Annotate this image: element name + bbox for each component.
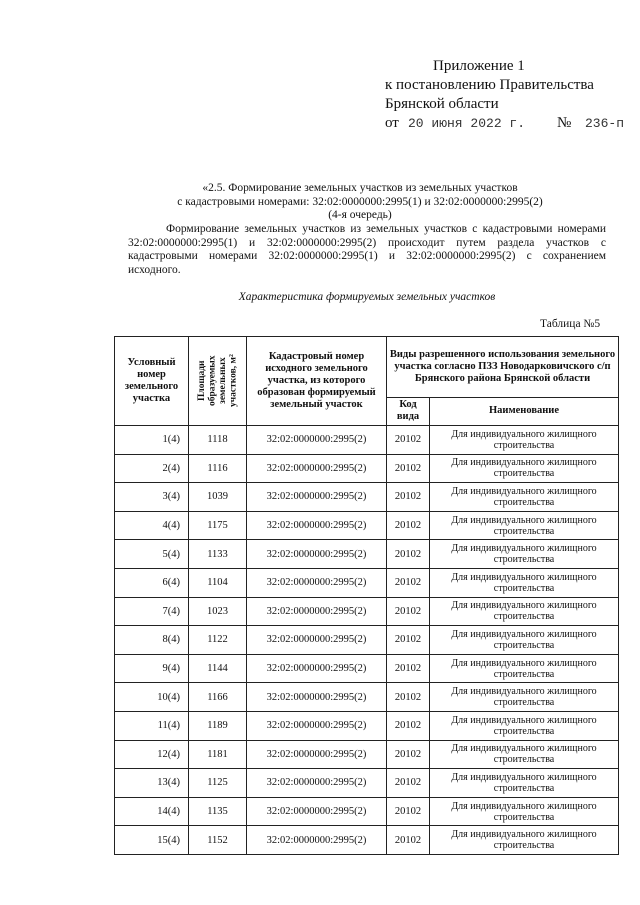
cell-area: 1125 [189, 769, 247, 798]
cell-cadastral: 32:02:0000000:2995(2) [247, 483, 387, 512]
table-row [115, 683, 619, 712]
cell-cadastral: 32:02:0000000:2995(2) [247, 426, 387, 455]
section-line2: с кадастровыми номерами: 32:02:0000000:2995(1) и 32:02:0000000:2995(2) [177, 195, 543, 208]
appendix-line2: к постановлению Правительства [385, 77, 594, 93]
date-label: от [385, 115, 399, 131]
header-area-text: Площади образуемых земельных участков, м² [196, 354, 238, 408]
cell-code: 20102 [387, 568, 430, 597]
cell-cadastral: 32:02:0000000:2995(2) [247, 626, 387, 655]
cell-usage-name: Для индивидуального жилищного строительства [430, 626, 619, 655]
cell-usage-name: Для индивидуального жилищного строительства [430, 483, 619, 512]
cell-code: 20102 [387, 454, 430, 483]
header-plot-number: Условный номер земельного участка [115, 337, 189, 426]
cell-cadastral: 32:02:0000000:2995(2) [247, 654, 387, 683]
number-value: 236-п [585, 116, 625, 131]
section-line1: «2.5. Формирование земельных участков из земельных участков [202, 182, 518, 194]
cell-code: 20102 [387, 540, 430, 569]
cell-area: 1189 [189, 711, 247, 740]
cell-area: 1122 [189, 626, 247, 655]
appendix-title: Приложение 1 [433, 58, 525, 74]
cell-area: 1039 [189, 483, 247, 512]
cell-area: 1135 [189, 797, 247, 826]
cell-code: 20102 [387, 797, 430, 826]
date-value: 20 июня 2022 г. [408, 116, 526, 131]
header-name: Наименование [430, 397, 619, 425]
number-label: № [557, 115, 572, 131]
cell-usage-name: Для индивидуального жилищного строительства [430, 797, 619, 826]
cell-cadastral: 32:02:0000000:2995(2) [247, 683, 387, 712]
table-row [115, 540, 619, 569]
table-row [115, 769, 619, 798]
cell-usage-name: Для индивидуального жилищного строительства [430, 454, 619, 483]
cell-plot-number: 4(4) [115, 511, 189, 540]
cell-plot-number: 1(4) [115, 426, 189, 455]
cell-usage-name: Для индивидуального жилищного строительства [430, 683, 619, 712]
cell-code: 20102 [387, 597, 430, 626]
section-line3: (4-я очередь) [328, 209, 392, 221]
cell-plot-number: 6(4) [115, 568, 189, 597]
cell-code: 20102 [387, 654, 430, 683]
cell-plot-number: 2(4) [115, 454, 189, 483]
cell-code: 20102 [387, 826, 430, 855]
table-row [115, 711, 619, 740]
cell-area: 1181 [189, 740, 247, 769]
cell-area: 1152 [189, 826, 247, 855]
cell-plot-number: 5(4) [115, 540, 189, 569]
cell-code: 20102 [387, 511, 430, 540]
cell-area: 1175 [189, 511, 247, 540]
cell-cadastral: 32:02:0000000:2995(2) [247, 769, 387, 798]
cell-area: 1116 [189, 454, 247, 483]
cell-code: 20102 [387, 426, 430, 455]
table-row [115, 826, 619, 855]
header-cadastral: Кадастровый номер исходного земельного участка, из которого образован формируемый земельный участок [247, 337, 387, 426]
cell-cadastral: 32:02:0000000:2995(2) [247, 826, 387, 855]
table-caption: Характеристика формируемых земельных участков [238, 291, 496, 303]
cell-plot-number: 10(4) [115, 683, 189, 712]
table-number: Таблица №5 [540, 318, 601, 330]
cell-code: 20102 [387, 711, 430, 740]
header-usage-group: Виды разрешенного использования земельного участка согласно ПЗЗ Новодарковичского с/п Брянского района Брянской области [387, 337, 619, 398]
cell-code: 20102 [387, 683, 430, 712]
cell-usage-name: Для индивидуального жилищного строительства [430, 426, 619, 455]
appendix-dateline [385, 114, 625, 133]
cell-usage-name: Для индивидуального жилищного строительства [430, 540, 619, 569]
cell-area: 1166 [189, 683, 247, 712]
cell-area: 1023 [189, 597, 247, 626]
cell-plot-number: 11(4) [115, 711, 189, 740]
plots-table [114, 336, 619, 855]
section-heading [150, 182, 570, 223]
cell-plot-number: 14(4) [115, 797, 189, 826]
cell-plot-number: 12(4) [115, 740, 189, 769]
cell-cadastral: 32:02:0000000:2995(2) [247, 511, 387, 540]
cell-usage-name: Для индивидуального жилищного строительства [430, 769, 619, 798]
cell-area: 1118 [189, 426, 247, 455]
cell-area: 1104 [189, 568, 247, 597]
table-row [115, 483, 619, 512]
table-row [115, 426, 619, 455]
table-row [115, 568, 619, 597]
cell-usage-name: Для индивидуального жилищного строительства [430, 654, 619, 683]
table-row [115, 797, 619, 826]
table-row [115, 740, 619, 769]
table-row [115, 654, 619, 683]
cell-cadastral: 32:02:0000000:2995(2) [247, 540, 387, 569]
cell-cadastral: 32:02:0000000:2995(2) [247, 740, 387, 769]
cell-area: 1133 [189, 540, 247, 569]
cell-plot-number: 8(4) [115, 626, 189, 655]
cell-usage-name: Для индивидуального жилищного строительства [430, 597, 619, 626]
body-paragraph: Формирование земельных участков из земельных участков с кадастровыми номерами 32:02:0000000:2995(1) и 32:02:0000000:2995(2) происходит путем раздела участков с кадастровыми номерами 32:02:0000000:2995(1) и 32:02:0000000:2995(2) с сохранением исходного. [128, 223, 606, 277]
cell-plot-number: 3(4) [115, 483, 189, 512]
cell-plot-number: 9(4) [115, 654, 189, 683]
cell-usage-name: Для индивидуального жилищного строительства [430, 740, 619, 769]
header-area [189, 337, 247, 426]
cell-plot-number: 7(4) [115, 597, 189, 626]
cell-cadastral: 32:02:0000000:2995(2) [247, 711, 387, 740]
cell-cadastral: 32:02:0000000:2995(2) [247, 568, 387, 597]
cell-code: 20102 [387, 769, 430, 798]
cell-plot-number: 15(4) [115, 826, 189, 855]
cell-code: 20102 [387, 740, 430, 769]
table-row [115, 511, 619, 540]
cell-usage-name: Для индивидуального жилищного строительства [430, 568, 619, 597]
cell-code: 20102 [387, 626, 430, 655]
cell-usage-name: Для индивидуального жилищного строительства [430, 711, 619, 740]
table-row [115, 597, 619, 626]
cell-area: 1144 [189, 654, 247, 683]
appendix-header [385, 57, 625, 133]
table-row [115, 626, 619, 655]
table-row [115, 454, 619, 483]
cell-code: 20102 [387, 483, 430, 512]
cell-cadastral: 32:02:0000000:2995(2) [247, 597, 387, 626]
header-code: Код вида [387, 397, 430, 425]
cell-usage-name: Для индивидуального жилищного строительства [430, 511, 619, 540]
table-body [115, 426, 619, 855]
cell-usage-name: Для индивидуального жилищного строительства [430, 826, 619, 855]
cell-cadastral: 32:02:0000000:2995(2) [247, 454, 387, 483]
appendix-line3: Брянской области [385, 96, 499, 112]
cell-plot-number: 13(4) [115, 769, 189, 798]
cell-cadastral: 32:02:0000000:2995(2) [247, 797, 387, 826]
